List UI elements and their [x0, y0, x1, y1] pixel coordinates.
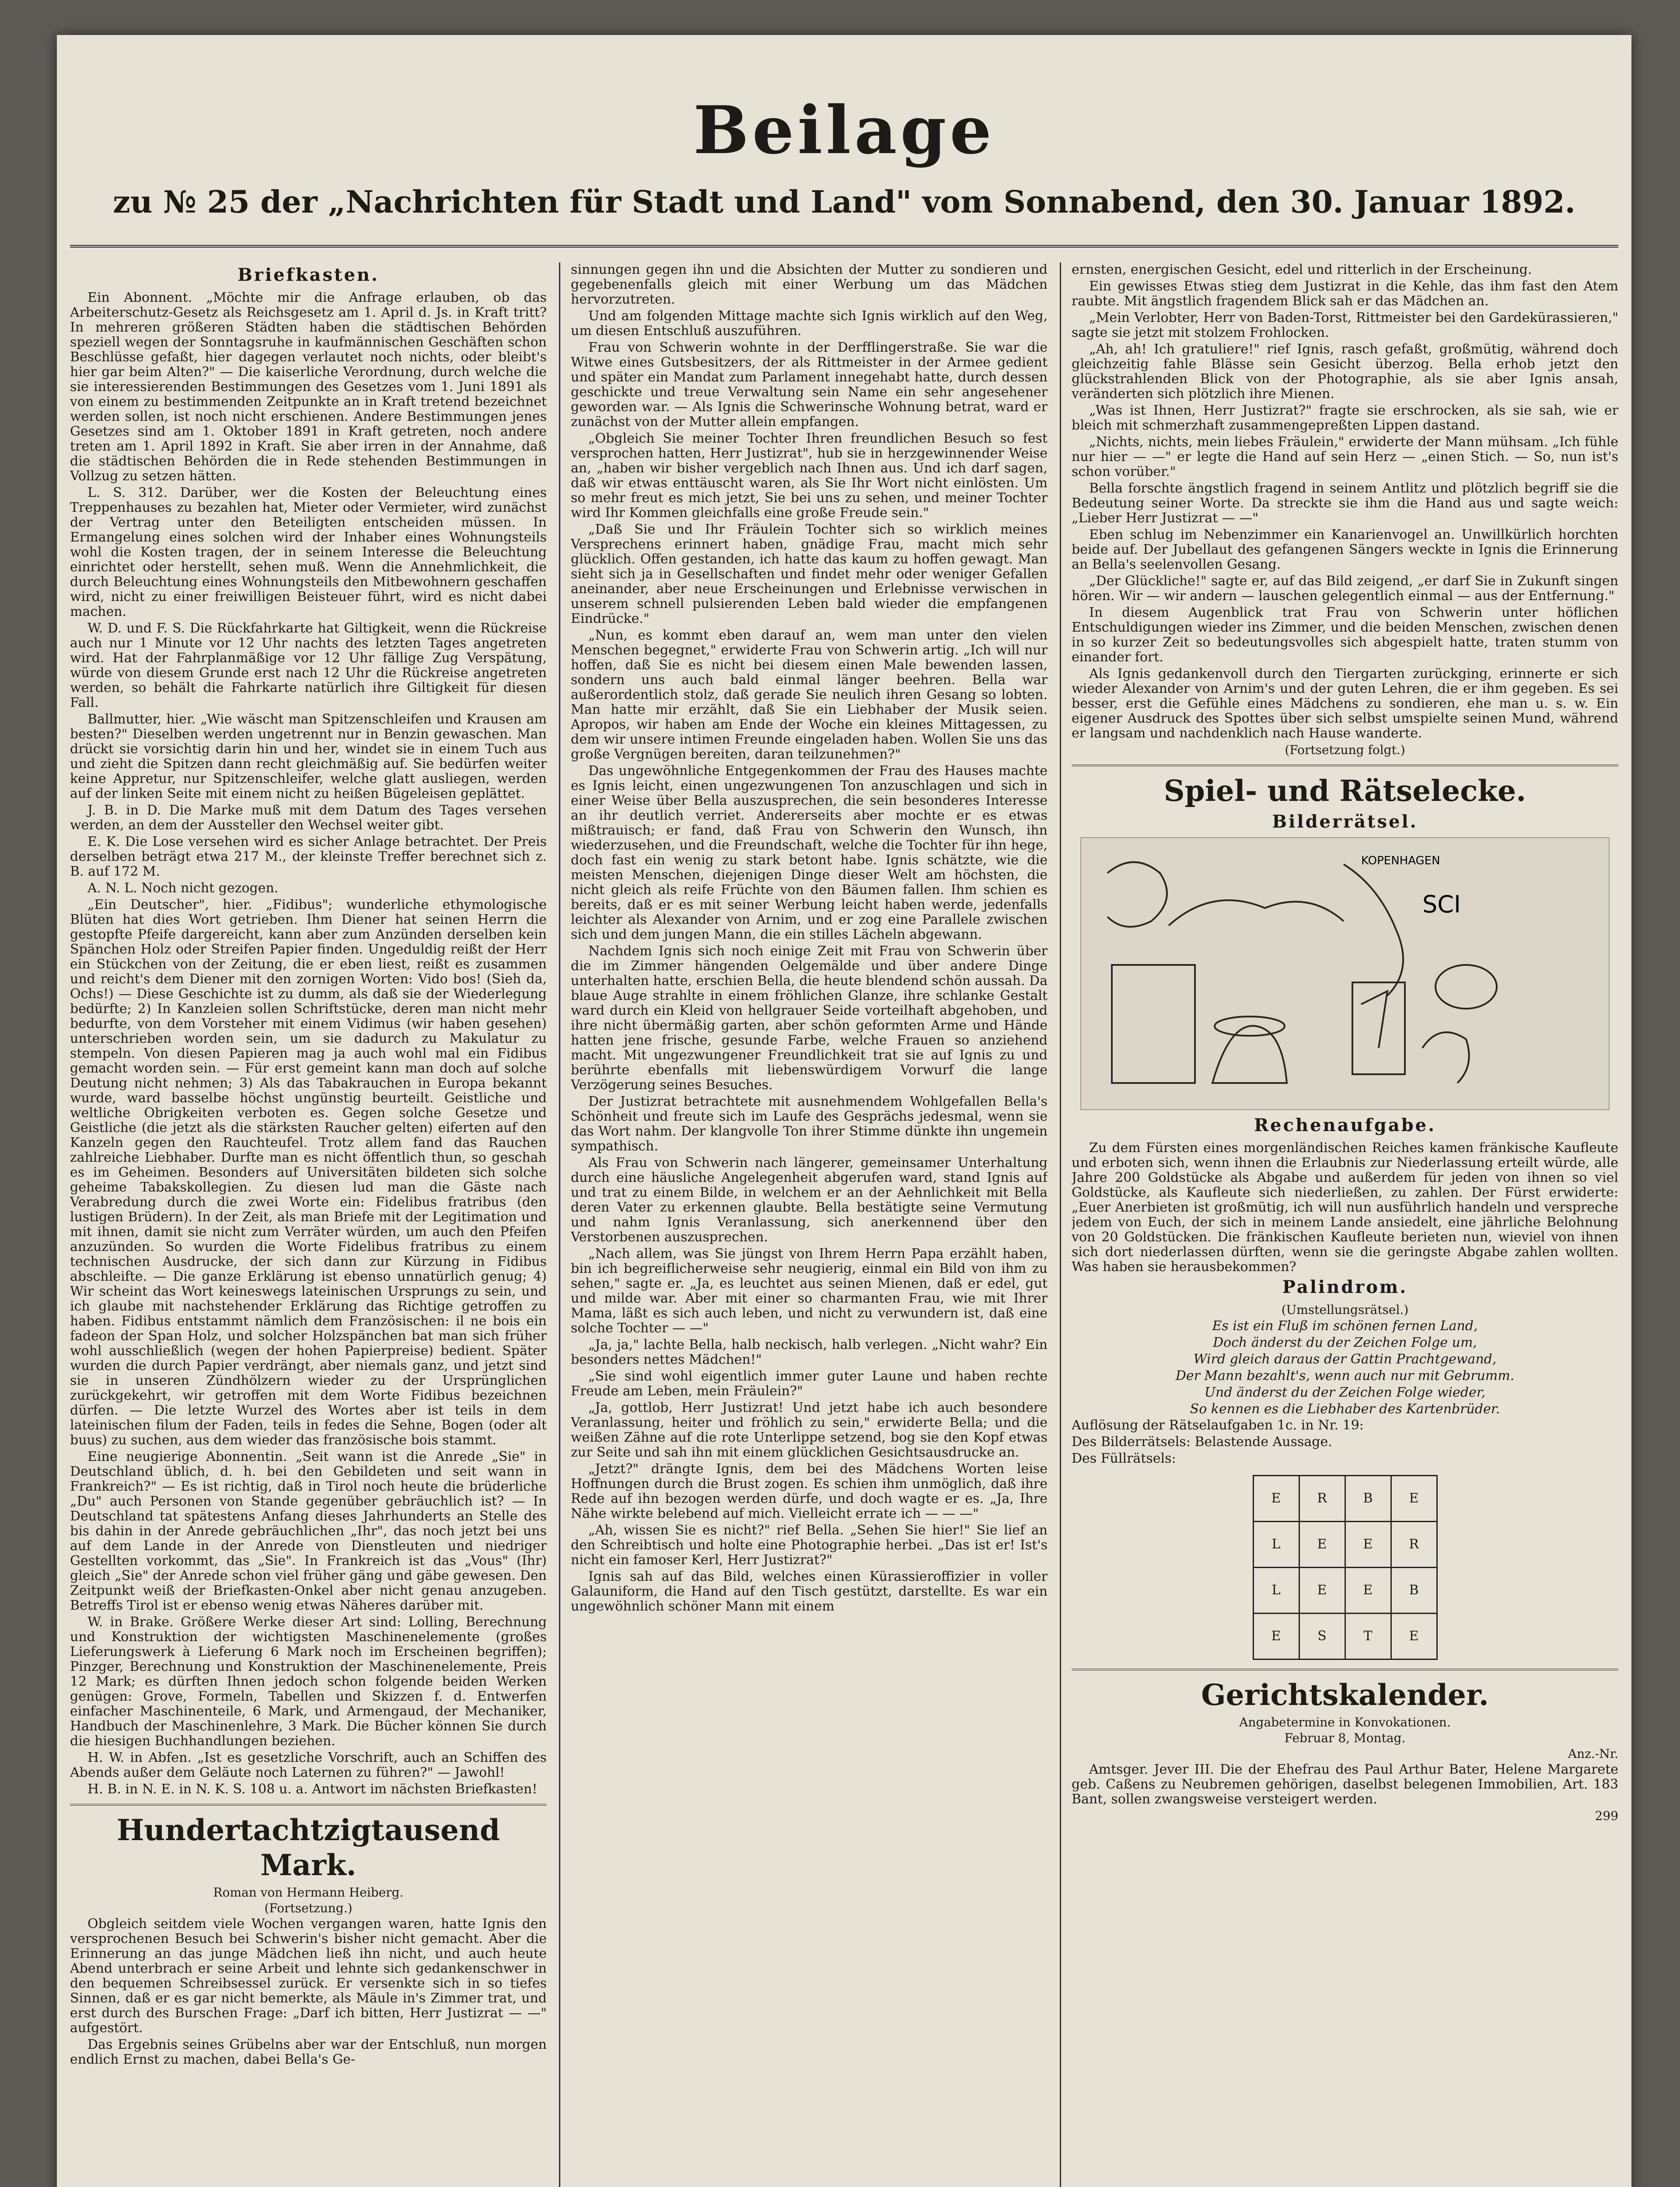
column-2 [571, 262, 1048, 2187]
novel-paragraph: „Was ist Ihnen, Herr Justizrat?" fragte sie erschrocken, als sie sah, wie er bleich mit schmerzhaft zusammengepreßten Lippen dastand. [1072, 403, 1618, 433]
briefkasten-entry: A. N. L. Noch nicht gezogen. [87, 880, 279, 896]
grid-cell: L [1253, 1568, 1299, 1614]
briefkasten-entry: W. in Brake. Größere Werke dieser Art sind: Lolling, Berechnung und Konstruktion der wichtigsten Maschinenelemente (großes Lieferungswerk à Lieferung 6 Mark noch im Erscheinen begriffen); Pinzger, Berechnung und Konstruktion der Maschinenelemente, Preis 12 Mark; es dürften Ihnen jedoch schon folgende beiden Werken genügen: Grove, Formeln, Tabellen und Skizzen f. d. Entwerfen einfacher Maschinenteile, 6 Mark, und Armengaud, der Mechaniker, Handbuch der Maschinenlehre, 3 Mark. Die Bücher können Sie durch die hiesigen Buchhandlungen beziehen. [70, 1614, 547, 1749]
grid-cell: R [1391, 1522, 1437, 1568]
briefkasten-entry: H. B. in N. E. in N. K. S. 108 u. a. Antwort im nächsten Briefkasten! [87, 1782, 538, 1797]
palindrom-line: Wird gleich daraus der Gattin Prachtgewand, [1193, 1352, 1497, 1367]
column-1 [70, 262, 547, 2187]
newspaper-page [57, 35, 1631, 2187]
novel-paragraph: „Daß Sie und Ihr Fräulein Tochter sich so wirklich meines Versprechens erinnert haben, gnädige Frau, macht mich sehr glücklich. Offen gestanden, ich hatte das kaum zu hoffen gewagt. Man sieht sich ja in Gesellschaften und findet mehr oder weniger Gefallen aneinander, aber neue Erscheinungen und Erlebnisse verwischen in unserem schnell pulsierenden Leben bald wieder die empfangenen Eindrücke." [571, 522, 1048, 626]
grid-row [1253, 1614, 1437, 1659]
column-3 [1072, 262, 1618, 2187]
novel-paragraph: Ein gewisses Etwas stieg dem Justizrat in die Kehle, das ihm fast den Atem raubte. Mit ängstlich fragendem Blick sah er das Mädchen an. [1072, 279, 1618, 309]
palindrom-heading: Palindrom. [1282, 1277, 1408, 1297]
briefkasten-entry: W. D. und F. S. Die Rückfahrkarte hat Giltigkeit, wenn die Rückreise auch nur 1 Minute vor 12 Uhr nachts des letzten Tages angetreten wird. Hat der Fahrplanmäßige vor 12 Uhr fällige Zug Verspätung, würde von diesem Grunde erst nach 12 Uhr die Rückreise angetreten werden, so behält die Fahrkarte natürlich ihre Giltigkeit für diesen Fall. [70, 621, 547, 710]
grid-cell: E [1253, 1476, 1299, 1522]
briefkasten-entry: H. W. in Abfen. „Ist es gesetzliche Vorschrift, auch an Schiffen des Abends außer dem Geläute noch Laternen zu führen?" — Jawohl! [70, 1750, 547, 1780]
grid-cell: T [1345, 1614, 1391, 1659]
novel-paragraph: Frau von Schwerin wohnte in der Derfflingerstraße. Sie war die Witwe eines Gutsbesitzers, der als Rittmeister in der Armee gedient und später ein Mandat zum Parlament innegehabt hatte, durch dessen geschickte und treue Verwaltung sein Name ein sehr angesehener geworden war. — Als Ignis die Schwerinsche Wohnung betrat, ward er zunächst von der Mutter allein empfangen. [571, 340, 1048, 430]
picture-riddle [1080, 837, 1610, 1110]
grid-cell: E [1345, 1568, 1391, 1614]
map-border [1344, 864, 1403, 996]
rechenaufgabe-text: Zu dem Fürsten eines morgenländischen Reiches kamen fränkische Kaufleute und erboten sich, wenn ihnen die Erlaubnis zur Niederlassung erteilt würde, alle Jahre 200 Goldstücke als Abgabe und außerdem für jeden von ihnen so viel Goldstücke, als Kaufleute sich niederließen, zu zahlen. Der Fürst erwiderte: „Euer Anerbieten ist großmütig, ich will nun ausführlich handeln und verspreche jedem von Euch, der sich in meinem Lande ansiedelt, eine jährliche Belohnung von 20 Goldstücken. Die fränkischen Kaufleute berieten nun, wieviel von ihnen sich dort niederlassen dürften, wenn sie die geringste Abgabe zahlen wollten. Was haben sie herausbekommen? [1072, 1140, 1618, 1275]
briefkasten-entry: Ein Abonnent. „Möchte mir die Anfrage erlauben, ob das Arbeiterschutz-Gesetz als Reichsgesetz am 1. April d. Js. in Kraft tritt? In mehreren größeren Städten haben die städtischen Behörden speziell wegen der Sonntagsruhe in kaufmännischen Geschäften schon Beschlüsse gefaßt, hier dagegen verlautet noch nichts, oder bleibt's hier gar beim Alten?" — Die kaiserliche Verordnung, durch welche die sie interessierenden Bestimmungen des Gesetzes vom 1. Juni 1891 als von einem zu bestimmenden Zeitpunkte an in Kraft tretend bezeichnet werden sollen, ist noch nicht erschienen. Andere Bestimmungen jenes Gesetzes sind am 1. Oktober 1891 in Kraft getreten, noch andere treten am 1. April 1892 in Kraft. Sie aber irren in der Annahme, daß die städtischen Behörden die in Rede stehenden Bestimmungen in Vollzug zu setzen hätten. [70, 290, 547, 484]
novel-author: Roman von Hermann Heiberg. [213, 1885, 404, 1900]
puzzle-heading: Spiel- und Rätselecke. [1163, 774, 1526, 808]
grid-cell: E [1391, 1476, 1437, 1522]
briefkasten-entry: J. B. in D. Die Marke muß mit dem Datum des Tages versehen werden, an dem der Aussteller den Wechsel weiter gibt. [70, 803, 547, 833]
palindrom-line: Und änderst du der Zeichen Folge wieder, [1204, 1385, 1486, 1400]
pic-label-2: SCI [1422, 891, 1461, 918]
novel-paragraph: Obgleich seitdem viele Wochen vergangen waren, hatte Ignis den versprochenen Besuch bei Schwerin's bisher nicht gemacht. Aber die Erinnerung an das junge Mädchen ließ ihn nicht, und auch heute Abend unterbrach er seine Arbeit und lehnte sich gedankenschwer in den bequemen Schreibsessel zurück. Er versenkte sich in so tiefes Sinnen, daß er es gar nicht bemerkte, als Mäule in's Zimmer trat, und erst durch des Burschen Frage: „Darf ich bitten, Herr Justizrat — —" aufgestört. [70, 1916, 547, 2036]
masthead-rule [70, 245, 1618, 248]
section-rule [1072, 1669, 1618, 1670]
section-rule [70, 1804, 547, 1806]
novel-paragraph: sinnungen gegen ihn und die Absichten der Mutter zu sondieren und gegebenenfalls gleich mit einer Werbung um das Mädchen hervorzutreten. [571, 262, 1048, 307]
briefkasten-entry: E. K. Die Lose versehen wird es sicher Anlage betrachtet. Der Preis derselben beträgt etwa 217 M., der kleinste Treffer berechnet sich z. B. auf 172 M. [70, 834, 547, 879]
figure-drawing [1422, 1032, 1469, 1083]
palindrom-line: Es ist ein Fluß im schönen fernen Land, [1212, 1318, 1478, 1334]
novel-paragraph: ernsten, energischen Gesicht, edel und ritterlich in der Erscheinung. [1072, 262, 1532, 277]
grid-cell: S [1299, 1614, 1345, 1659]
grid-row [1253, 1568, 1437, 1614]
grid-cell: E [1299, 1522, 1345, 1568]
grid-cell: E [1299, 1568, 1345, 1614]
novel-paragraph: „Ja, ja," lachte Bella, halb neckisch, halb verlegen. „Nicht wahr? Ein besonders nettes Mädchen!" [571, 1337, 1048, 1367]
novel-paragraph: Das ungewöhnliche Entgegenkommen der Frau des Hauses machte es Ignis leicht, einen ungezwungenen Ton anzuschlagen und sich in einer Weise über Bella auszusprechen, die sein besonderes Interesse an ihr deutlich verriet. Andererseits aber mochte er es etwas mißtrauisch; er fand, daß Frau von Schwerin den Wunsch, ihn wiederzusehen, und die Freundschaft, welche die Tochter für ihn hege, doch fast ein wenig zu stark betont habe. Ignis schätzte, wie die meisten Menschen, diejenigen Dinge dieser Welt am höchsten, die nicht gleich als reife Früchte von den Bäumen fallen. Ihm schien es bereits, daß er es mit seiner Werbung leicht haben werde, jedenfalls leichter als Alexander von Arnim, und er zog eine Parallele zwischen sich und dem jungen Mann, die ein stilles Lächeln abgewann. [571, 763, 1048, 942]
aufloesung-line: Des Bilderrätsels: Belastende Aussage. [1072, 1434, 1332, 1450]
masthead-subtitle: zu № 25 der „Nachrichten für Stadt und Land" vom Sonnabend, den 30. Januar 1892. [113, 184, 1575, 220]
novel-paragraph: „Ah, ah! Ich gratuliere!" rief Ignis, rasch gefaßt, großmütig, während doch gleichzeitig fahle Blässe sein Gesicht überzog. Bella erhob jetzt den glückstrahlenden Blick von der Photographie, als sie aber Ignis ansah, veränderten sich plötzlich ihre Mienen. [1072, 342, 1618, 402]
grid-row [1253, 1522, 1437, 1568]
fortsetzung-note: (Fortsetzung folgt.) [1285, 743, 1405, 757]
column-separator [559, 262, 560, 2187]
grid-cell: B [1345, 1476, 1391, 1522]
gerichtskalender-date: Februar 8, Montag. [1284, 1731, 1406, 1745]
gerichtskalender-number: 299 [1595, 1809, 1618, 1823]
palindrom-line: Der Mann bezahlt's, wenn auch nur mit Gebrumm. [1175, 1368, 1515, 1383]
pic-label-1: KOPENHAGEN [1361, 854, 1440, 867]
briefkasten-heading: Briefkasten. [238, 265, 379, 285]
novel-paragraph: Eben schlug im Nebenzimmer ein Kanarienvogel an. Unwillkürlich horchten beide auf. Der Jubellaut des gefangenen Sängers weckte in Ignis die Erinnerung an Bella's seelenvollen Gesang. [1072, 527, 1618, 572]
grid-cell: E [1345, 1522, 1391, 1568]
novel-paragraph: In diesem Augenblick trat Frau von Schwerin unter höflichen Entschuldigungen wieder ins Zimmer, und die beiden Menschen, zwischen denen in so kurzer Zeit so bedeutungsvolles sich abgespielt hatte, traten stumm von einander fort. [1072, 605, 1618, 665]
briefkasten-entry: L. S. 312. Darüber, wer die Kosten der Beleuchtung eines Treppenhauses zu bezahlen hat, Mieter oder Vermieter, wird zunächst der Vertrag unter den Beteiligten entscheiden müssen. In Ermangelung eines solchen wird der Inhaber eines Wohnungsteils wohl die Kosten tragen, der in seinem Interesse die Beleuchtung einrichtet oder herstellt, sehen muß. Wenn die Annehmlichkeit, die durch Beleuchtung eines Wohnungsteils den Mitbewohnern geschaffen wird, nicht zu einer freiwilligen Beisteuer führt, wird es nicht dabei machen. [70, 485, 547, 619]
novel-paragraph: „Mein Verlobter, Herr von Baden-Torst, Rittmeister bei den Gardekürassieren," sagte sie jetzt mit stolzem Frohlocken. [1072, 310, 1618, 340]
palindrom-line: So kennen es die Liebhaber des Kartenbrüder. [1190, 1401, 1500, 1417]
masthead-title: Beilage [693, 92, 995, 169]
novel-paragraph: „Nun, es kommt eben darauf an, wem man unter den vielen Menschen begegnet," erwiderte Frau von Schwerin artig. „Ich will nur hoffen, daß Sie es nicht bei diesem einen Male bewenden lassen, sondern uns auch bald einmal länger beehren. Bella war außerordentlich stolz, daß gerade Sie neulich ihren Gesang so lobten. Man hatte mir erzählt, daß Sie ein Liebhaber der Musik seien. Apropos, wir haben am Ende der Woche ein kleines Mittagessen, zu dem wir unsere intimen Freunde eingeladen haben. Wollen Sie uns das große Vergnügen bereiten, daran teilzunehmen?" [571, 628, 1048, 762]
section-rule [1072, 765, 1618, 766]
novel-paragraph: „Sie sind wohl eigentlich immer guter Laune und haben rechte Freude am Leben, mein Fräulein?" [571, 1369, 1048, 1399]
gerichtskalender-heading: Gerichtskalender. [1201, 1678, 1489, 1712]
novel-paragraph: Nachdem Ignis sich noch einige Zeit mit Frau von Schwerin über die im Zimmer hängenden Oelgemälde und über andere Dinge unterhalten hatte, erschien Bella, die heute blendend schön aussah. Da blaue Auge strahlte in einem fröhlichen Glanze, ihre schlanke Gestalt ward durch ein Kleid von hellgrauer Seide vorteilhaft abgehoben, und ihre nicht übermäßig garten, aber schön geformten Arme und Hände hatten jene frische, gesunde Farbe, welche Frauen so anziehend macht. Mit ungezwungener Freundlichkeit trat sie auf Ignis zu und berührte ebenfalls mit liebenswürdigem Vorwurf die lange Verzögerung seines Besuches. [571, 943, 1048, 1093]
novel-paragraph: „Nichts, nichts, mein liebes Fräulein," erwiderte der Mann mühsam. „Ich fühle nur hier — —" er legte die Hand auf sein Herz — „einen Stich. — So, nun ist's schon vorüber." [1072, 434, 1618, 479]
grid-cell: R [1299, 1476, 1345, 1522]
novel-paragraph: Der Justizrat betrachtete mit ausnehmendem Wohlgefallen Bella's Schönheit und freute sich im Laufe des Gesprächs jedesmal, wenn sie das Wort nahm. Der klangvolle Ton ihrer Stimme dünkte ihn ungemein sympathisch. [571, 1094, 1048, 1154]
novel-paragraph: Bella forschte ängstlich fragend in seinem Antlitz und plötzlich begriff sie die Bedeutung seiner Worte. Da streckte sie ihm die Hand aus und sagte weich: „Lieber Herr Justizrat — —" [1072, 481, 1618, 526]
novel-paragraph: „Ja, gottlob, Herr Justizrat! Und jetzt habe ich auch besondere Veranlassung, heiter und fröhlich zu sein," erwiderte Bella; und die weißen Zähne auf die rote Unterlippe setzend, bog sie den Kopf etwas zur Seite und sah ihn mit einem glücklichen Gesichtsausdrucke an. [571, 1400, 1048, 1460]
briefkasten-entry: „Ein Deutscher", hier. „Fidibus"; wunderliche ethymologische Blüten hat dies Wort getrieben. Ihm Diener hat seinen Herrn die gestopfte Pfeife dargereicht, kann aber zum Anzünden derselben kein Spänchen Holz oder Streifen Papier finden. Ungeduldig reißt der Herr ein Stückchen von der Zeitung, die er eben liest, reißt es zusammen und reicht's dem Diener mit den zornigen Worten: Vido bos! (Sieh da, Ochs!) — Diese Geschichte ist zu dumm, als daß sie der Wiederlegung bedürfte; 2) In Kanzleien sollen Schriftstücke, deren man nicht mehr bedurfte, von dem Vorsteher mit einem Vidimus (wir haben gesehen) unterschrieben worden sein, um sie dadurch zu Makulatur zu stempeln. Von diesen Papieren mag ja auch wohl mal ein Fidibus gemacht worden sein. — Für erst gemeint kann man doch auf solche Deutung nicht nehmen; 3) Als das Tabakrauchen in Europa bekannt wurde, ward basselbe höchst ungünstig beurteilt. Geistliche und weltliche Obrigkeiten verboten es. Gegen solche Gesetze und Geistliche (die jetzt als die stärksten Raucher gelten) eiferten auf den Kanzeln gegen den Rauchteufel. Trotz allem fand das Rauchen zahlreiche Liebhaber. Durfte man es nicht öffentlich thun, so geschah es im Geheimen. Besonders auf Universitäten bildeten sich solche geheime Tabakskollegien. Zu diesen lud man die Gäste nach Verabredung durch die zwei Worte ein: Fidelibus fratribus (den lustigen Brüdern). In der Zeit, als man Briefe mit der Legitimation und mit ihnen, damit sie nicht zum Verräter würden, um auch den Pfeifen anzuzünden. So wurden die Worte Fidelibus fratribus zu einem technischen Ausdrucke, der sich dann zur Kürzung in Fidibus abschleifte. — Die ganze Erklärung ist ebenso unnatürlich genug; 4) Wir scheint das Wort keineswegs lateinischen Ursprungs zu sein, und ich glaube mit nachstehender Erklärung das Richtige getroffen zu haben. Fidibus entstammt nämlich dem Französischen: il ne bois ein fadeon der Span Holz, und solcher Holzspänchen bat man sich früher wohl ausschließlich (wegen der hohen Papierpreise) bedient. Später wurden die durch Papier verdrängt, aber niemals ganz, und jetzt sind sie in unseren Zündhölzern wieder zu der Ursprünglichen zurückgekehrt, wir getroffen mit dem Worte Fidibus bezeichnen dürfen. — Die letzte Wurzel des Wortes aber ist teils in dem lateinischen filum der Faden, teils in fedes die Sehne, Bogen (oder alt buus) zu suchen, aus dem wieder das französische bois stammt. [70, 897, 547, 1448]
round-plate [1436, 965, 1497, 1009]
novel-continuation: (Fortsetzung.) [264, 1901, 353, 1915]
gerichtskalender-number-label: Anz.-Nr. [1568, 1747, 1618, 1761]
gerichtskalender-entry: Amtsger. Jever III. Die der Ehefrau des Paul Arthur Bater, Helene Margarete geb. Caßens zu Neubremen gehörigen, daselbst belegenen Immobilien, Art. 183 Bant, sollen zwangsweise versteigert werden. [1072, 1762, 1618, 1807]
letter-d-drawing [1107, 862, 1167, 927]
grid-cell: E [1391, 1614, 1437, 1659]
number-four [1361, 991, 1387, 1048]
novel-paragraph: Das Ergebnis seines Grübelns aber war der Entschluß, nun morgen endlich Ernst zu machen, dabei Bella's Ge- [70, 2037, 547, 2067]
picture-riddle-illustration [1081, 838, 1606, 1109]
column-separator [1060, 262, 1061, 2187]
novel-paragraph: Ignis sah auf das Bild, welches einen Kürassieroffizier in voller Galauniform, die Hand auf den Tisch gestützt, darstellte. Es war ein ungewöhnlich schöner Mann mit einem [571, 1569, 1048, 1614]
map-coastline [1169, 900, 1344, 926]
bilderraetsel-heading: Bilderrätsel. [1272, 811, 1418, 832]
novel-paragraph: Als Frau von Schwerin nach längerer, gemeinsamer Unterhaltung durch eine häusliche Angelegenheit abgerufen ward, stand Ignis auf und trat zu einem Bilde, in welchem er an der Aehnlichkeit mit Bella deren Vater zu erkennen glaubte. Bella bestätigte seine Vermutung und nahm Ignis Veranlassung, sich anerkennend über den Verstorbenen auszusprechen. [571, 1155, 1048, 1245]
grid-row [1253, 1476, 1437, 1522]
grid-cell: B [1391, 1568, 1437, 1614]
aufloesung-line: Des Füllrätsels: [1072, 1451, 1176, 1466]
briefkasten-entry: Ballmutter, hier. „Wie wäscht man Spitzenschleifen und Krausen am besten?" Dieselben werden ungetrennt nur in Benzin gewaschen. Man drückt sie vorsichtig darin hin und her, windet sie in einem Tuch aus und zieht die Spitzen dann recht gleichmäßig auf. Sie bedürfen weiter keine Appretur, nur Spitzenschleifer, welche glatt ausliegen, werden auf der linken Seite mit einem nicht zu heißen Bügeleisen geplättet. [70, 712, 547, 801]
palindrom-subheading: (Umstellungsrätsel.) [1281, 1303, 1409, 1317]
card-drawing [1112, 965, 1195, 1083]
fill-puzzle-grid [1253, 1475, 1438, 1660]
grid-cell: L [1253, 1522, 1299, 1568]
briefkasten-entry: Eine neugierige Abonnentin. „Seit wann ist die Anrede „Sie" in Deutschland üblich, d. h. bei den Gebildeten und seit wann in Frankreich?" — Es ist richtig, daß in Tirol noch heute die brüderliche „Du" auch Personen von Stande gegenüber gebräuchlich ist? — In Deutschland tat spätestens Anfang dieses Jahrhunderts an Stelle des bis dahin in der Anrede gebräuchlichen „Ihr", das noch jetzt bei uns auf dem Lande in der Anrede von Dienstleuten und niedriger Gestellten vorkommt, das „Sie". In Frankreich ist das „Vous" (Ihr) gleich „Sie" der Anrede schon viel früher gäng und gäbe gewesen. Den Zeitpunkt weiß der Briefkasten-Onkel aber nicht genau anzugeben. Betreffs Tirol ist er ebenso wenig etwas Näheres darüber mit. [70, 1449, 547, 1613]
novel-paragraph: Als Ignis gedankenvoll durch den Tiergarten zurückging, erinnerte er sich wieder Alexander von Arnim's und der guten Lehren, die er ihm gegeben. Es sei besser, erst die Gefühle eines Mädchens zu sondieren, ehe man u. s. w. Ein eigener Ausdruck des Spottes über sich selbst umspielte seinen Mund, während er langsam und nachdenklich nach Hause wanderte. [1072, 666, 1618, 741]
novel-paragraph: „Nach allem, was Sie jüngst von Ihrem Herrn Papa erzählt haben, bin ich begreiflicherweise sehr neugierig, einmal ein Bild von ihm zu sehen," sagte er. „Ja, es leuchtet aus seinen Mienen, daß er edel, gut und milde war. Aber mit einer so charmanten Frau, wie mit Ihrer Mama, läßt es sich auch leben, und nicht zu verwundern ist, daß eine solche Tochter — —" [571, 1246, 1048, 1336]
palindrom-line: Doch änderst du der Zeichen Folge um, [1213, 1335, 1477, 1350]
novel-paragraph: „Jetzt?" drängte Ignis, dem bei des Mädchens Worten leise Hoffnungen durch die Brust zogen. Es schien ihm unmöglich, daß ihre Rede auf ihn bezogen werden dürfe, und doch wagte er es. „Ja, Ihre Nähe wirkte belebend auf mich. Vielleicht errate ich — — —" [571, 1461, 1048, 1521]
masthead [57, 35, 1631, 236]
novel-title: Hundertachtzigtausend Mark. [116, 1813, 500, 1882]
novel-paragraph: Und am folgenden Mittage machte sich Ignis wirklich auf den Weg, um diesen Entschluß auszuführen. [571, 308, 1048, 339]
aufloesung-line: Auflösung der Rätselaufgaben 1c. in Nr. 19: [1072, 1418, 1364, 1433]
grid-cell: E [1253, 1614, 1299, 1659]
rechenaufgabe-heading: Rechenaufgabe. [1254, 1115, 1436, 1135]
spool-drawing [1212, 1026, 1287, 1083]
novel-paragraph: „Der Glückliche!" sagte er, auf das Bild zeigend, „er darf Sie in Zukunft singen hören. Wir — wir andern — lauschen gelegentlich einmal — aus der Entfernung." [1072, 573, 1618, 604]
novel-paragraph: „Obgleich Sie meiner Tochter Ihren freundlichen Besuch so fest versprochen hatten, Herr Justizrat", hub sie in herzgewinnender Weise an, „haben wir bisher vergeblich nach Ihnen aus. Und ich darf sagen, daß wir etwas enttäuscht waren, als Sie Ihr Wort nicht einlösten. Um so mehr freut es mich jetzt, Sie bei uns zu sehen, und meiner Tochter wird Ihr Kommen gleichfalls eine große Freude sein." [571, 431, 1048, 521]
novel-paragraph: „Ah, wissen Sie es nicht?" rief Bella. „Sehen Sie hier!" Sie lief an den Schreibtisch und holte eine Photographie herbei. „Das ist er! Ist's nicht ein famoser Kerl, Herr Justizrat?" [571, 1523, 1048, 1568]
gerichtskalender-subheading: Angabetermine in Konvokationen. [1239, 1715, 1451, 1729]
